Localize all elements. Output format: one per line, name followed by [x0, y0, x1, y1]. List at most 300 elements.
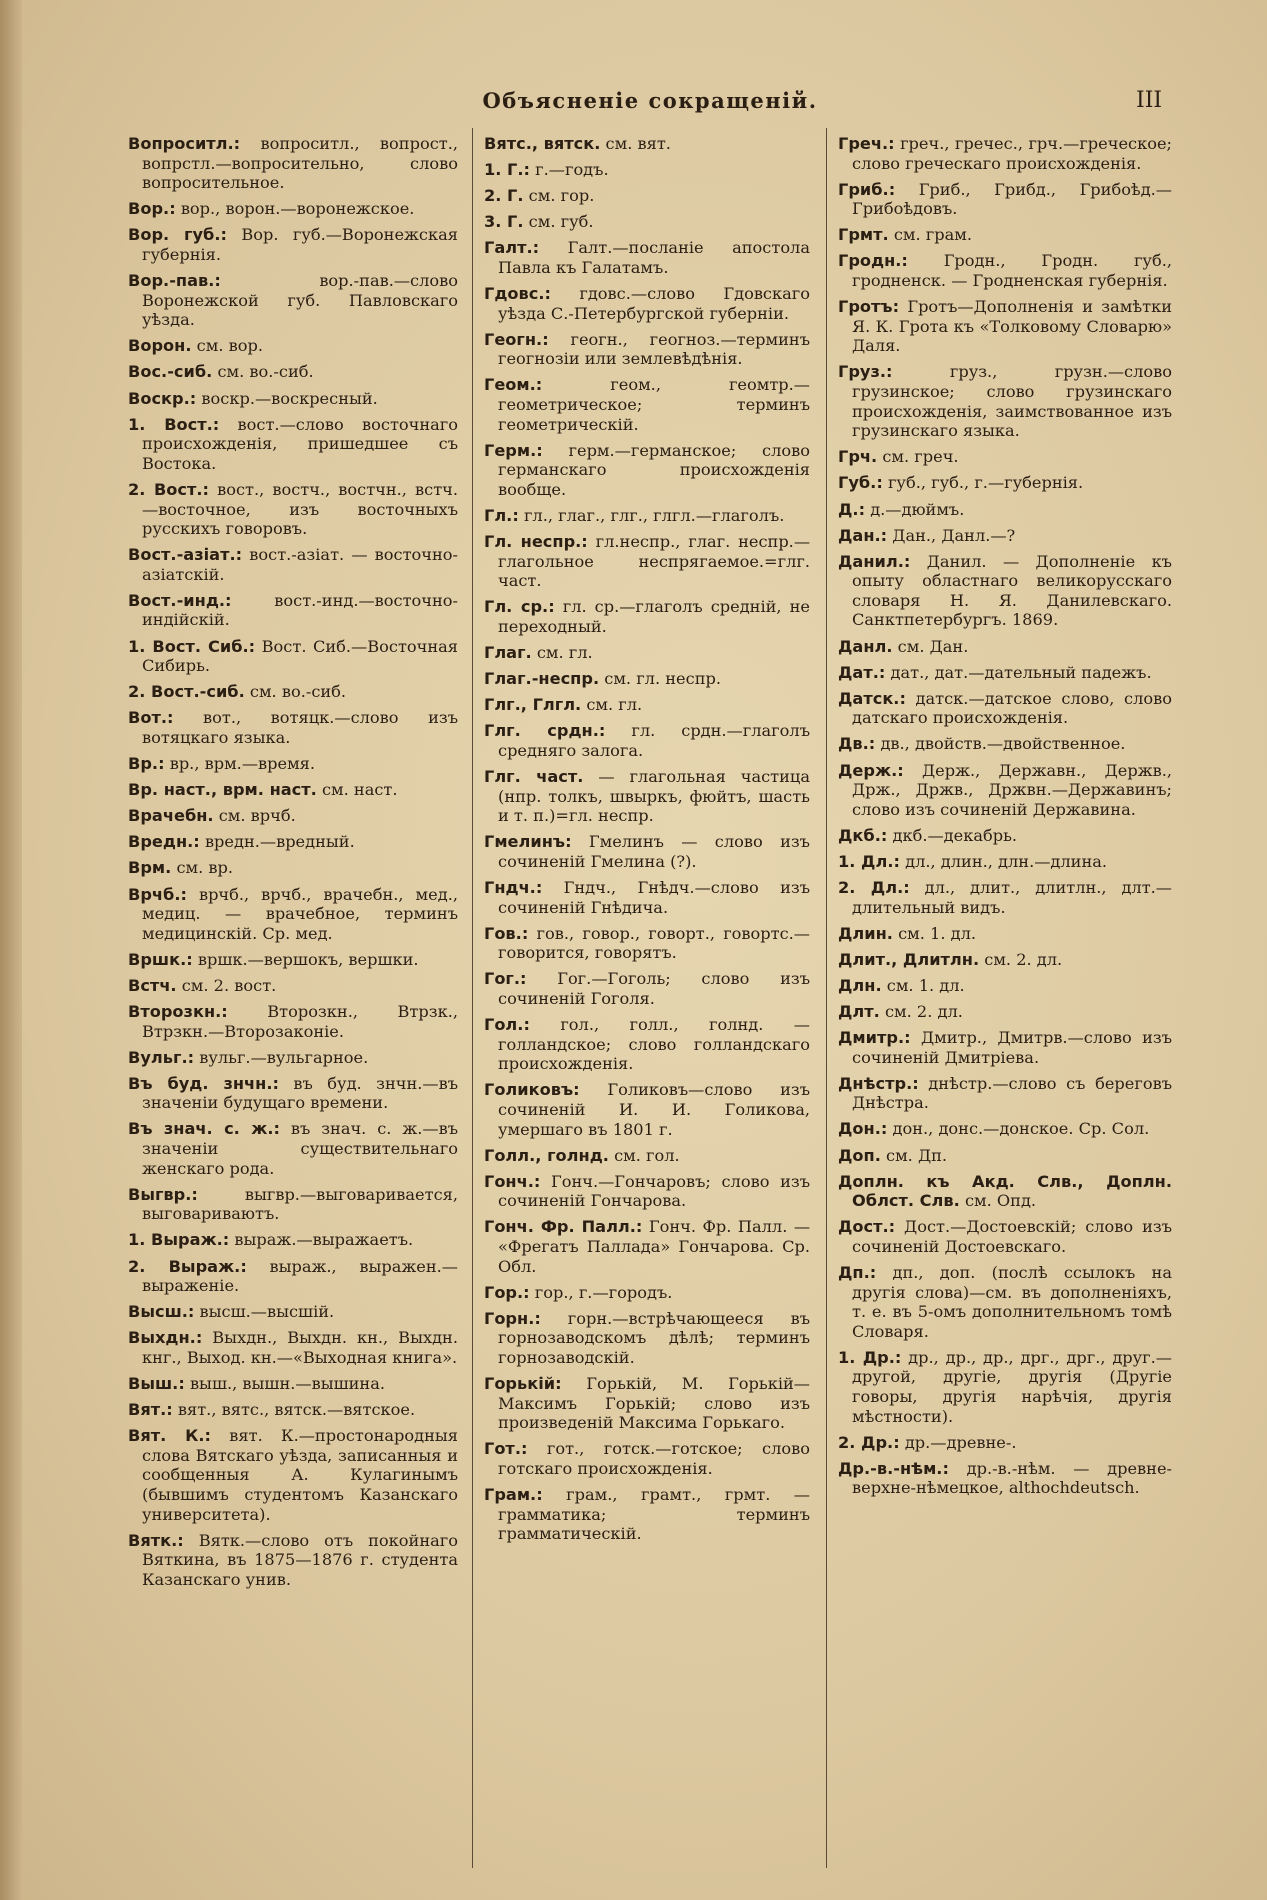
column-divider: [472, 128, 473, 1868]
entry-headword: Глаг.-неспр.: [484, 669, 600, 689]
dictionary-entry: [128, 199, 458, 219]
entry-definition: дат., дат.—дательный падежъ.: [885, 662, 1152, 682]
entry-definition: Гог.—Гоголь; слово изъ сочиненій Гоголя.: [498, 969, 810, 1008]
dictionary-entry: [128, 1119, 458, 1178]
dictionary-entry: [484, 284, 810, 323]
dictionary-entry: [838, 734, 1172, 754]
entry-definition: грам., грамт., грмт. — грамматика; терминъ грамматическій.: [498, 1485, 810, 1544]
entry-definition: — глагольная частица (нпр. толкъ, швыркъ, фюйтъ, шасть и т. п.)=гл. неспр.: [498, 767, 810, 826]
entry-definition: выгвр.—выговаривается, выговариваютъ.: [142, 1184, 458, 1224]
dictionary-entry: [484, 643, 810, 663]
dictionary-entry: [838, 1459, 1172, 1498]
entry-definition: др.-в.-нѣм. — древне-верхне-нѣмецкое, althochdeutsch.: [852, 1458, 1172, 1498]
entry-headword: Выгвр.:: [128, 1184, 198, 1204]
entry-headword: Гов.:: [484, 923, 529, 943]
dictionary-entry: [838, 134, 1172, 173]
entry-definition: дл., длин., длн.—длина.: [899, 851, 1108, 871]
entry-definition: вр., врм.—время.: [164, 754, 316, 774]
dictionary-entry: [484, 238, 810, 277]
entry-headword: Вр. наст., врм. наст.: [128, 780, 317, 800]
dictionary-entry: [128, 545, 458, 584]
entry-definition: гот., готск.—готское; слово готскаго происхожденія.: [498, 1439, 810, 1478]
entry-headword: Высш.:: [128, 1302, 195, 1322]
dictionary-entry: [128, 1048, 458, 1068]
entry-headword: 2. Дл.:: [838, 878, 910, 897]
entry-headword: Галт.:: [484, 238, 540, 258]
dictionary-entry: [484, 1374, 810, 1433]
entry-definition: Дан., Данл.—?: [887, 525, 1016, 545]
entry-definition: Галт.—посланіе апостола Павла къ Галатамъ.: [498, 238, 810, 277]
entry-headword: Глг., Глгл.: [484, 695, 582, 715]
entry-definition: дон., донс.—донское. Ср. Сол.: [887, 1119, 1150, 1139]
dictionary-entry: [128, 362, 458, 382]
entry-headword: Держ.:: [838, 760, 904, 780]
dictionary-entry: [128, 754, 458, 774]
entry-headword: Гл.:: [484, 506, 519, 525]
entry-headword: Геогн.:: [484, 329, 549, 349]
entry-headword: Вят. К.:: [128, 1426, 211, 1446]
dictionary-entry: [128, 1531, 458, 1590]
entry-headword: Гот.:: [484, 1439, 528, 1459]
entry-definition: см. врчб.: [213, 806, 296, 826]
entry-headword: Ворон.: [128, 336, 192, 356]
dictionary-entry: [838, 1119, 1172, 1139]
entry-definition: Голиковъ—слово изъ сочиненій И. И. Голикова, умершаго въ 1801 г.: [498, 1080, 810, 1139]
dictionary-entry: [484, 924, 810, 963]
entry-definition: см. гол.: [608, 1145, 680, 1165]
entry-headword: Дп.:: [838, 1263, 877, 1282]
dictionary-entry: [838, 251, 1172, 290]
entry-headword: Д.:: [838, 499, 866, 519]
entry-headword: Врм.: [128, 858, 172, 878]
entry-headword: Гл. неспр.:: [484, 532, 588, 552]
entry-definition: см. 1. дл.: [892, 923, 977, 943]
dictionary-entry: [838, 1433, 1172, 1453]
entry-headword: Данл.: [838, 636, 893, 656]
dictionary-entry: [128, 950, 458, 970]
entry-definition: вор., ворон.—воронежское.: [175, 199, 415, 219]
entry-headword: 1. Вост. Сиб.:: [128, 636, 256, 656]
entry-definition: см. 2. дл.: [879, 1001, 963, 1021]
entry-headword: Врачебн.: [128, 806, 214, 826]
dictionary-entry: [484, 695, 810, 715]
dictionary-entry: [838, 663, 1172, 683]
entry-definition: вят., вятс., вятск.—вятское.: [172, 1400, 416, 1420]
entry-headword: Длит., Длитлн.: [838, 949, 980, 969]
entry-definition: вопроситл., вопрост., вопрстл.—вопросительно, слово вопросительное.: [142, 134, 458, 193]
dictionary-entry: [128, 1185, 458, 1224]
entry-definition: дв., двойств.—двойственное.: [875, 734, 1126, 754]
entry-headword: Греч.:: [838, 134, 895, 153]
entry-definition: Вост. Сиб.—Восточная Сибирь.: [142, 636, 458, 676]
entry-headword: Вр.:: [128, 754, 165, 774]
dictionary-entry: [484, 1309, 810, 1368]
dictionary-entry: [128, 389, 458, 409]
entry-definition: груз., грузн.—слово грузинское; слово грузинскаго происхожденія, заимствованное изъ грузинскаго языка.: [852, 362, 1172, 441]
entry-headword: Глг. срдн.:: [484, 721, 606, 741]
entry-definition: см. 1. дл.: [881, 975, 965, 995]
entry-definition: гдовс.—слово Гдовскаго уѣзда С.-Петербургской губерніи.: [498, 284, 810, 323]
dictionary-entry: [838, 950, 1172, 970]
dictionary-entry: [128, 885, 458, 944]
dictionary-entry: [838, 362, 1172, 440]
dictionary-entry: [128, 806, 458, 826]
entry-definition: геогн., геогноз.—терминъ геогнозіи или землевѣдѣнія.: [498, 329, 810, 369]
entry-definition: выраж.—выражаетъ.: [229, 1230, 414, 1250]
entry-definition: Держ., Державн., Держв., Држ., Држв., Држвн.—Державинъ; слово изъ сочиненій Державина.: [852, 760, 1172, 819]
dictionary-entry: [128, 1074, 458, 1113]
entry-headword: Дост.:: [838, 1217, 896, 1237]
column-right: [838, 134, 1172, 1505]
entry-definition: см. гор.: [523, 186, 595, 206]
dictionary-entry: [484, 186, 810, 206]
dictionary-entry: [484, 532, 810, 591]
entry-headword: Вопроситл.:: [128, 134, 241, 153]
entry-headword: 1. Дл.:: [838, 851, 900, 871]
entry-headword: Гдовс.:: [484, 284, 551, 304]
dictionary-entry: [838, 1217, 1172, 1256]
entry-definition: днѣстр.—слово съ береговъ Днѣстра.: [852, 1073, 1172, 1113]
entry-headword: 2. Вост.-сиб.: [128, 682, 245, 702]
entry-definition: геом., геомтр.—геометрическое; терминъ геометрическій.: [498, 375, 810, 434]
dictionary-entry: [128, 1400, 458, 1420]
entry-headword: Дат.:: [838, 662, 886, 682]
entry-headword: Врчб.:: [128, 884, 187, 904]
entry-definition: дп., доп. (послѣ ссылокъ на другія слова)—см. въ дополненіяхъ, т. е. въ 5-омъ дополнительномъ томѣ Словаря.: [852, 1263, 1172, 1341]
entry-definition: см. гл.: [581, 695, 643, 715]
entry-definition: Вятк.—слово отъ покойнаго Вяткина, въ 1875—1876 г. студента Казанскаго унив.: [142, 1530, 458, 1589]
entry-headword: Грмт.: [838, 225, 889, 245]
entry-definition: Вор. губ.—Воронежская губернія.: [142, 225, 458, 264]
dictionary-entry: [838, 924, 1172, 944]
dictionary-entry: [484, 1485, 810, 1544]
entry-headword: Вятк.:: [128, 1530, 184, 1550]
dictionary-entry: [484, 1283, 810, 1303]
dictionary-entry: [128, 637, 458, 676]
entry-definition: Горькій, М. Горькій—Максимъ Горькій; слово изъ произведеній Максима Горькаго.: [498, 1374, 810, 1433]
dictionary-entry: [838, 1263, 1172, 1341]
entry-definition: гор., г.—городъ.: [529, 1282, 673, 1302]
entry-definition: губ., губ., г.—губернія.: [882, 473, 1084, 493]
entry-headword: Длн.: [838, 975, 882, 995]
entry-headword: 3. Г.: [484, 212, 524, 232]
entry-definition: гл., глаг., глг., глгл.—глаголъ.: [518, 506, 785, 525]
entry-headword: Гонч.:: [484, 1171, 541, 1191]
entry-definition: гл. ср.—глаголъ средній, не переходный.: [498, 597, 810, 636]
dictionary-entry: [128, 1257, 458, 1296]
entry-headword: Вор. губ.:: [128, 225, 227, 245]
dictionary-entry: [838, 637, 1172, 657]
dictionary-entry: [838, 852, 1172, 872]
entry-definition: вост.-инд.—восточно-индійскій.: [142, 590, 458, 630]
dictionary-entry: [128, 1302, 458, 1322]
entry-definition: гов., говор., говорт., говортс.—говорится, говорятъ.: [498, 923, 810, 963]
entry-headword: Вор.-пав.:: [128, 271, 221, 291]
entry-definition: выш., вышн.—вышина.: [184, 1373, 386, 1393]
page-header-title: Объясненіе сокращеній.: [482, 88, 818, 113]
dictionary-entry: [484, 375, 810, 434]
dictionary-entry: [128, 225, 458, 264]
entry-headword: Голиковъ:: [484, 1080, 580, 1100]
entry-definition: вост.-азіат. — восточно-азіатскій.: [142, 545, 458, 584]
entry-definition: выраж., выражен.—выраженіе.: [142, 1256, 458, 1296]
column-middle: [484, 134, 810, 1550]
dictionary-entry: [484, 212, 810, 232]
entry-headword: Гмелинъ:: [484, 832, 572, 852]
entry-definition: гл.неспр., глаг. неспр.—глагольное неспрягаемое.=глг. част.: [498, 532, 811, 591]
entry-headword: Вятс., вятск.: [484, 134, 601, 153]
entry-definition: Второзкн., Втрзк., Втрзкн.—Второзаконіе.: [142, 1001, 458, 1041]
entry-headword: Доплн. къ Акд. Слв., Доплн. Облст. Слв.: [838, 1171, 1172, 1211]
entry-definition: гол., голл., голнд. — голландское; слово голландскаго происхожденія.: [498, 1015, 810, 1074]
entry-headword: Вор.:: [128, 199, 176, 219]
entry-definition: г.—годъ.: [530, 160, 609, 180]
dictionary-entry: [128, 134, 458, 193]
entry-definition: см. наст.: [316, 780, 398, 800]
dictionary-entry: [484, 767, 810, 826]
dictionary-entry: [128, 1426, 458, 1524]
dictionary-entry: [128, 591, 458, 630]
dictionary-entry: [484, 1217, 810, 1276]
entry-definition: дкб.—декабрь.: [887, 825, 1018, 845]
entry-definition: см. грам.: [888, 225, 972, 245]
entry-definition: см. вор.: [191, 336, 263, 356]
book-spine-shadow: [0, 0, 22, 1900]
entry-definition: Выхдн., Выхдн. кн., Выхдн. кнг., Выход. кн.—«Выходная книга».: [142, 1328, 458, 1367]
dictionary-entry: [838, 500, 1172, 520]
entry-definition: Дмитр., Дмитрв.—слово изъ сочиненій Дмитріева.: [852, 1028, 1172, 1067]
entry-definition: вульг.—вульгарное.: [194, 1047, 369, 1067]
column-left: [128, 134, 458, 1596]
dictionary-entry: [128, 271, 458, 330]
entry-definition: въ буд. знчн.—въ значеніи будущаго времени.: [142, 1073, 458, 1113]
entry-definition: Гндч., Гнѣдч.—слово изъ сочиненій Гнѣдича.: [498, 878, 810, 917]
dictionary-entry: [484, 134, 810, 154]
entry-headword: 1. Выраж.:: [128, 1230, 230, 1250]
entry-definition: Данил. — Дополненіе къ опыту областнаго великорусскаго словаря Н. Я. Данилевскаго. Санктпетербургъ. 1869.: [852, 551, 1172, 630]
dictionary-entry: [128, 682, 458, 702]
dictionary-entry: [838, 552, 1172, 630]
dictionary-entry: [484, 669, 810, 689]
entry-headword: 1. Др.:: [838, 1347, 902, 1367]
dictionary-entry: [838, 976, 1172, 996]
dictionary-entry: [128, 1230, 458, 1250]
dictionary-entry: [484, 1015, 810, 1074]
entry-headword: Вредн.:: [128, 832, 200, 852]
dictionary-entry: [484, 597, 810, 636]
entry-headword: Воскр.:: [128, 388, 197, 408]
dictionary-entry: [128, 708, 458, 747]
dictionary-entry: [838, 826, 1172, 846]
dictionary-entry: [838, 447, 1172, 467]
entry-definition: воскр.—воскресный.: [196, 388, 378, 408]
entry-definition: Гротъ—Дополненія и замѣтки Я. К. Грота къ «Толковому Словарю» Даля.: [852, 297, 1172, 356]
entry-definition: вредн.—вредный.: [199, 832, 355, 852]
entry-headword: Гриб.:: [838, 179, 896, 199]
dictionary-entry: [838, 1348, 1172, 1426]
dictionary-entry: [838, 297, 1172, 356]
entry-headword: Днѣстр.:: [838, 1073, 919, 1093]
entry-headword: Дмитр.:: [838, 1028, 911, 1048]
entry-headword: 1. Г.:: [484, 160, 530, 180]
dictionary-entry: [128, 780, 458, 800]
dictionary-entry: [484, 1080, 810, 1139]
entry-definition: Гриб., Грибд., Грибоѣд.—Грибоѣдовъ.: [852, 179, 1172, 219]
entry-headword: Губ.:: [838, 473, 883, 493]
entry-headword: 2. Выраж.:: [128, 1256, 247, 1276]
entry-headword: Глг. част.: [484, 767, 584, 787]
entry-headword: Глаг.: [484, 643, 532, 663]
dictionary-entry: [128, 415, 458, 474]
dictionary-entry: [484, 1439, 810, 1478]
entry-definition: др., др., др., дрг., дрг., друг.—другой, другіе, другія (Другіе говоры, другія нарѣчія, другія мѣстности).: [852, 1347, 1172, 1426]
dictionary-entry: [484, 969, 810, 1008]
entry-headword: Выхдн.:: [128, 1328, 203, 1348]
entry-headword: Вост.-азіат.:: [128, 545, 243, 565]
entry-definition: вор.-пав.—слово Воронежской губ. Павловскаго уѣзда.: [142, 271, 458, 330]
entry-headword: Доп.: [838, 1145, 881, 1165]
entry-headword: Гротъ:: [838, 297, 900, 317]
entry-definition: Гонч. Фр. Палл. — «Фрегатъ Паллада» Гончарова. Ср. Обл.: [498, 1217, 811, 1276]
entry-headword: Дв.:: [838, 734, 876, 754]
entry-definition: греч., гречес., грч.—греческое; слово греческаго происхожденія.: [852, 134, 1172, 173]
entry-definition: горн.—встрѣчающееся въ горнозаводскомъ дѣлѣ; терминъ горнозаводскій.: [498, 1308, 810, 1367]
entry-definition: Гмелинъ — слово изъ сочиненій Гмелина (?).: [498, 832, 810, 871]
entry-definition: см. губ.: [523, 212, 594, 232]
entry-headword: Гор.:: [484, 1282, 530, 1302]
entry-definition: врчб., врчб., врачебн., мед., медиц. — врачебное, терминъ медицинскій. Ср. мед.: [142, 884, 458, 943]
dictionary-entry: [128, 832, 458, 852]
entry-headword: Данил.:: [838, 551, 911, 571]
entry-definition: см. греч.: [877, 447, 959, 467]
entry-definition: см. Опд.: [959, 1191, 1037, 1211]
dictionary-entry: [838, 689, 1172, 728]
column-divider: [826, 128, 827, 1868]
dictionary-entry: [484, 160, 810, 180]
dictionary-entry: [838, 180, 1172, 219]
dictionary-entry: [484, 1146, 810, 1166]
dictionary-entry: [128, 1374, 458, 1394]
dictionary-entry: [838, 473, 1172, 493]
entry-definition: см. вят.: [600, 134, 671, 153]
entry-headword: Дкб.:: [838, 825, 888, 845]
entry-headword: Грам.:: [484, 1485, 543, 1505]
dictionary-entry: [484, 330, 810, 369]
dictionary-entry: [838, 1146, 1172, 1166]
entry-definition: см. гл.: [531, 643, 593, 663]
dictionary-entry: [484, 506, 810, 526]
dictionary-entry: [128, 1002, 458, 1041]
dictionary-entry: [838, 761, 1172, 820]
entry-definition: въ знач. с. ж.—въ значеніи существительнаго женскаго рода.: [142, 1119, 458, 1178]
entry-definition: см. 2. дл.: [979, 949, 1063, 969]
entry-definition: дл., длит., длитлн., длт.—длительный видъ.: [852, 878, 1172, 917]
entry-definition: вят. К.—простонародныя слова Вятскаго уѣзда, записанныя и сообщенныя А. Кулагинымъ (бывшимъ студентомъ Казанскаго университета).: [142, 1426, 458, 1524]
entry-headword: Вульг.:: [128, 1047, 195, 1067]
entry-definition: Гродн., Гродн. губ., гродненск. — Гродненская губернія.: [852, 251, 1172, 291]
dictionary-entry: [838, 526, 1172, 546]
dictionary-entry: [838, 225, 1172, 245]
entry-headword: Вот.:: [128, 708, 174, 728]
entry-headword: Въ буд. знчн.:: [128, 1073, 279, 1093]
entry-headword: Второзкн.:: [128, 1001, 228, 1021]
entry-headword: Дон.:: [838, 1119, 888, 1139]
dictionary-entry: [484, 441, 810, 500]
dictionary-entry: [838, 1002, 1172, 1022]
entry-definition: см. вр.: [171, 858, 234, 878]
entry-definition: высш.—высшій.: [194, 1302, 335, 1322]
dictionary-entry: [128, 1328, 458, 1367]
entry-headword: Вос.-сиб.: [128, 362, 213, 382]
entry-headword: Въ знач. с. ж.:: [128, 1119, 280, 1139]
entry-headword: 2. Вост.:: [128, 479, 210, 499]
dictionary-entry: [128, 336, 458, 356]
entry-headword: Вят.:: [128, 1400, 173, 1420]
entry-definition: см. Дп.: [880, 1145, 948, 1165]
entry-headword: Гл. ср.:: [484, 597, 555, 617]
entry-headword: 2. Г.: [484, 186, 524, 206]
entry-headword: Вршк.:: [128, 949, 193, 969]
entry-definition: вост., востч., востчн., встч.—восточное, изъ восточныхъ русскихъ говоровъ.: [142, 479, 458, 539]
entry-headword: Горн.:: [484, 1308, 541, 1328]
entry-headword: Гол.:: [484, 1015, 530, 1035]
entry-definition: см. 2. вост.: [176, 975, 277, 995]
dictionary-entry: [838, 1172, 1172, 1211]
entry-definition: гл. срдн.—глаголъ средняго залога.: [498, 721, 810, 760]
entry-headword: Вост.-инд.:: [128, 590, 232, 610]
dictionary-entry: [128, 480, 458, 539]
dictionary-entry: [484, 1172, 810, 1211]
entry-definition: д.—дюймъ.: [865, 499, 965, 519]
entry-headword: Гонч. Фр. Палл.:: [484, 1217, 643, 1237]
dictionary-entry: [484, 721, 810, 760]
entry-definition: см. гл. неспр.: [599, 669, 721, 689]
dictionary-entry: [484, 832, 810, 871]
entry-definition: Дост.—Достоевскій; слово изъ сочиненій Достоевскаго.: [852, 1217, 1172, 1256]
dictionary-entry: [484, 878, 810, 917]
entry-headword: Выш.:: [128, 1373, 185, 1393]
entry-headword: Геом.:: [484, 375, 543, 395]
dictionary-entry: [838, 1028, 1172, 1067]
entry-headword: 1. Вост.:: [128, 414, 220, 434]
entry-headword: Горькій:: [484, 1374, 562, 1394]
entry-definition: Гонч.—Гончаровъ; слово изъ сочиненій Гончарова.: [498, 1171, 810, 1211]
entry-definition: датск.—датское слово, слово датскаго происхожденія.: [852, 688, 1172, 728]
entry-headword: Герм.:: [484, 440, 543, 460]
entry-headword: Голл., голнд.: [484, 1145, 609, 1165]
entry-definition: см. во.-сиб.: [212, 362, 314, 382]
entry-headword: Др.-в.-нѣм.:: [838, 1458, 949, 1478]
entry-definition: см. Дан.: [892, 636, 969, 656]
entry-definition: вот., вотяцк.—слово изъ вотяцкаго языка.: [142, 708, 458, 747]
entry-definition: вршк.—вершокъ, вершки.: [192, 949, 419, 969]
dictionary-entry: [838, 1074, 1172, 1113]
entry-headword: Грч.: [838, 447, 878, 467]
entry-headword: Гродн.:: [838, 251, 908, 271]
dictionary-entry: [838, 878, 1172, 917]
entry-definition: герм.—германское; слово германскаго происхожденія вообще.: [498, 440, 810, 499]
entry-headword: 2. Др.:: [838, 1432, 900, 1452]
entry-headword: Гог.:: [484, 969, 527, 989]
entry-headword: Датск.:: [838, 688, 906, 708]
entry-headword: Встч.: [128, 975, 177, 995]
entry-definition: вост.—слово восточнаго происхожденія, пришедшее съ Востока.: [142, 414, 459, 473]
dictionary-entry: [128, 976, 458, 996]
entry-definition: см. во.-сиб.: [244, 682, 347, 702]
entry-headword: Длт.: [838, 1001, 880, 1021]
entry-definition: др.—древне-.: [899, 1432, 1017, 1452]
entry-headword: Дан.:: [838, 525, 888, 545]
